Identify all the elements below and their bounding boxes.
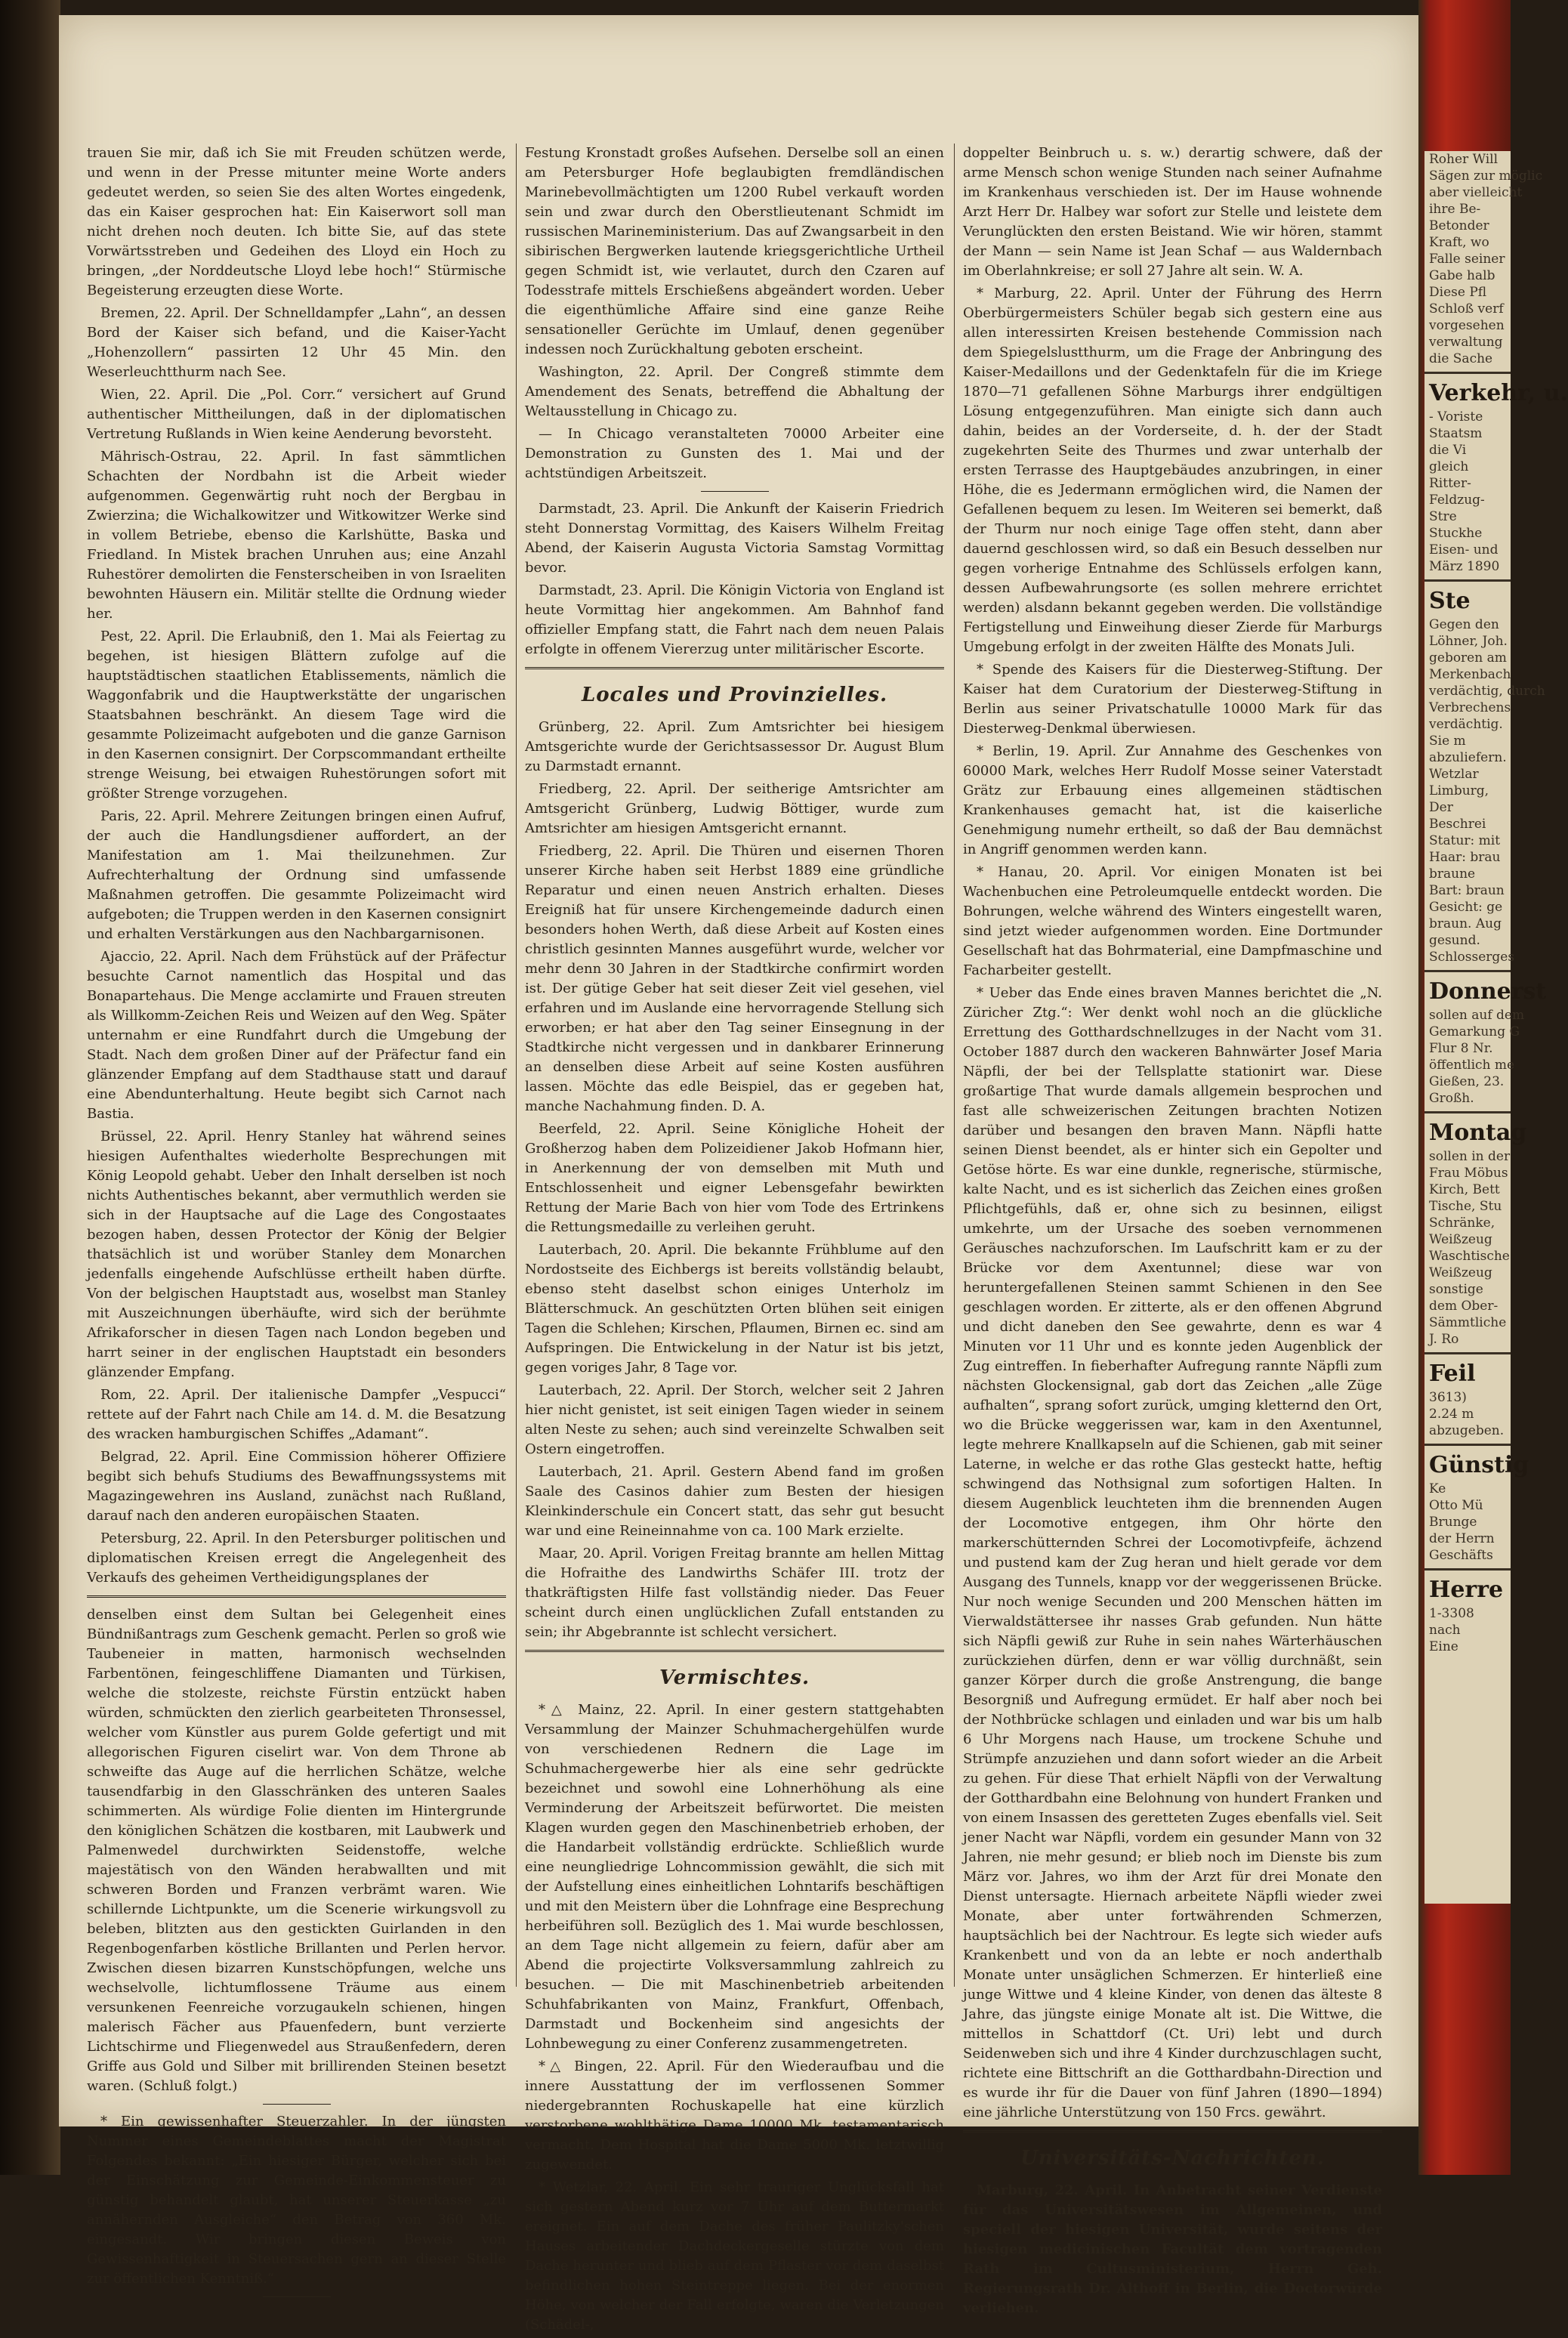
adjacent-page-line: Gabe halb (1429, 268, 1495, 283)
adjacent-page-line: Otto Mü (1429, 1498, 1483, 1513)
local-news-item: Lauterbach, 20. April. Die bekannte Frühblume auf den Nordostseite des Eichbergs ist bereits vollständig belaubt, ebenso steht daselbst schon einiges Unterholz im Blätterschmuck. An geschützten Orten blühen seit einigen Tagen die Schlehen; Kirschen, Pflaumen, Birnen ec. sind am Aufspringen. Die Entwickelung in der Natur ist bis jetzt, gegen voriges Jahr, 8 Tage vor. (525, 1242, 944, 1376)
adjacent-page-line: Eisen- und (1429, 542, 1499, 557)
article-paragraph: Darmstadt, 23. April. Die Königin Victoria von England ist heute Vormittag hier angekommen. Am Bahnhof fand offizieller Empfang statt, die Fahrt nach dem neuen Palais erfolgte in offenem Viererzug unter militärischer Escorte. (525, 582, 944, 657)
adjacent-page-line: Betonder (1429, 218, 1489, 233)
adjacent-page-line: verdächtig, durch (1429, 684, 1545, 699)
article-paragraph: Darmstadt, 23. April. Die Ankunft der Kaiserin Friedrich steht Donnerstag Vormittag, des Kaisers Wilhelm Freitag Abend, der Kaiserin Augusta Victoria Samstag Vormittag bevor. (525, 501, 944, 576)
adjacent-page-line: aber vielleicht (1429, 185, 1523, 200)
adjacent-page-line: Flur 8 Nr. (1429, 1041, 1493, 1056)
article-paragraph: Petersburg, 22. April. In den Petersburger politischen und diplomatischen Kreisen erregt die Angelegenheit des Verkaufs des geheimen Vertheidigungsplanes der (87, 1530, 506, 1586)
section-heading-university: Universitäts-Nachrichten. (1020, 2147, 1325, 2170)
adjacent-page-line: Montag (1429, 1120, 1527, 1146)
adjacent-page-line: Sämmtliche (1429, 1315, 1507, 1330)
adjacent-page-line: Feldzug- (1429, 493, 1485, 508)
adjacent-page-line: verwaltung (1429, 335, 1503, 350)
adjacent-page-line: Stre (1429, 509, 1457, 524)
adjacent-page-line: Weißzeug (1429, 1265, 1492, 1280)
adjacent-page-line: Schlosserges (1429, 950, 1515, 965)
adjacent-page-line: 3613) (1429, 1390, 1467, 1405)
adjacent-page-line: sonstige (1429, 1282, 1483, 1297)
article-paragraph: Paris, 22. April. Mehrere Zeitungen bringen einen Aufruf, der auch die Handlungsdiener auffordert, an der Manifestation am 1. Mai theilzunehmen. Zur Aufrechterhaltung der Ordnung sind umfassende Maßnahmen getroffen. Die gesammte Polizeimacht wird aufgeboten; die Truppen werden in den Kasernen consignirt und erhalten Verstärkungen aus den Nachbargarnisonen. (87, 808, 506, 942)
section-divider (525, 1650, 944, 1652)
adjacent-page-line: Verbrechens (1429, 700, 1511, 715)
adjacent-page-line: Schloß verf (1429, 301, 1504, 317)
adjacent-page-line: Bart: braun (1429, 883, 1505, 898)
adjacent-page-line: Falle seiner (1429, 252, 1505, 267)
adjacent-page-line: verdächtig. (1429, 717, 1503, 732)
adjacent-page-line: Haar: brau (1429, 850, 1501, 865)
column-1 (87, 144, 506, 2305)
short-divider (263, 2104, 331, 2105)
adjacent-page-line: Weißzeug (1429, 1232, 1492, 1247)
adjacent-page-line: Ritter- (1429, 476, 1471, 491)
adjacent-page-line: Gießen, 23. (1429, 1074, 1505, 1089)
adjacent-page-line: 2.24 m (1429, 1407, 1474, 1422)
article-paragraph: — In Chicago veranstalteten 70000 Arbeiter eine Demonstration zu Gunsten des 1. Mai und der achtstündigen Arbeitszeit. (525, 426, 944, 481)
article-paragraph: Pest, 22. April. Die Erlaubniß, den 1. Mai als Feiertag zu begehen, ist hiesigen Blättern zufolge auf die hauptstädtischen staatlichen Etablissements, nämlich die Waggonfabrik und die Hauptwerkstätte der ungarischen Staatsbahnen beschränkt. An diesem Tage wird die gesammte Polizeimacht aufgeboten und die ganze Garnison in den Kasernen consignirt. Der Corpscommandant ertheilte strenge Weisung, bei etwaigen Ruhestörungen sofort mit größter Strenge vorzugehen. (87, 629, 506, 801)
article-paragraph: Ajaccio, 22. April. Nach dem Frühstück auf der Präfectur besuchte Carnot namentlich das Hospital und das Bonapartehaus. Die Menge acclamirte und Frauen streuten als Willkomm-Zeichen Reis und Weizen auf den Weg. Später unternahm er eine Rundfahrt durch die Umgebung der Stadt. Nach dem großen Diner auf der Präfectur fand ein glänzender Empfang auf dem Stadthause statt und darauf eine Abendunterhaltung. Heute begibt sich Carnot nach Bastia. (87, 949, 506, 1122)
section-divider (525, 667, 944, 669)
column-rule-1 (516, 144, 517, 1987)
adjacent-page-line: die Vi (1429, 443, 1467, 458)
adjacent-page-line: Statur: mit (1429, 833, 1501, 848)
short-divider (263, 2296, 331, 2297)
adjacent-page-rule (1424, 579, 1511, 582)
adjacent-page-text (1424, 151, 1568, 1904)
adjacent-page-line: Löhner, Joh. (1429, 634, 1508, 649)
article-paragraph: * Berlin, 19. April. Zur Annahme des Geschenkes von 60000 Mark, welches Herr Rudolf Mosse seiner Vaterstadt Grätz zur Erbauung eines allgemeinen städtischen Krankenhauses gemacht hat, ist die kaiserliche Genehmigung numehr ertheilt, so daß der Bau demnächst in Angriff genommen werden kann. (963, 743, 1382, 857)
article-paragraph: Washington, 22. April. Der Congreß stimmte dem Amendement des Senats, betreffend die Abhaltung der Weltausstellung in Chicago zu. (525, 364, 944, 419)
article-paragraph: Bremen, 22. April. Der Schnelldampfer „Lahn“, an dessen Bord der Kaiser sich befand, und die Kaiser-Yacht „Hohenzollern“ passirten 12 Uhr 45 Min. den Weserleuchtthurm nach See. (87, 305, 506, 380)
adjacent-page-line: Brunge (1429, 1515, 1477, 1530)
feuilleton-divider (87, 1595, 506, 1598)
article-paragraph: Brüssel, 22. April. Henry Stanley hat während seines hiesigen Aufenthaltes wiederholte Besprechungen mit König Leopold gehabt. Ueber den Inhalt derselben ist noch nichts Authentisches bekannt, aber vermuthlich werden sie sich in der Hauptsache auf die Lage des Congostaates bezogen haben, dessen Protector der König der Belgier thatsächlich ist und worüber Stanley dem Monarchen jedenfalls eingehende Aufschlüsse ertheilt haben dürfte. Von der belgischen Hauptstadt aus, woselbst man Stanley mit Auszeichnungen überhäufte, wird sich der berühmte Afrikaforscher in diesen Tagen nach London begeben und harrt seiner in der englischen Hauptstadt ein besonders glänzender Empfang. (87, 1129, 506, 1380)
adjacent-page-line: abzugeben. (1429, 1423, 1505, 1438)
article-paragraph: * Hanau, 20. April. Vor einigen Monaten ist bei Wachenbuchen eine Petroleumquelle entdeckt worden. Die Bohrungen, welche während des Winters eingestellt waren, sind jetzt wieder aufgenommen worden. Eine Dortmunder Gesellschaft hat das Bohrmaterial, eine Dampfmaschine und Facharbeiter gestellt. (963, 864, 1382, 978)
adjacent-page-line: Beschrei (1429, 817, 1486, 832)
adjacent-page-line: Gemarkung G (1429, 1024, 1520, 1039)
article-paragraph: * Marburg, 22. April. Unter der Führung des Herrn Oberbürgermeisters Schüler begab sich gestern eine aus allen interessirten Kreisen bestehende Commission nach dem Spiegelslustthurm, um die Frage der Anbringung des Kaiser-Medaillons und der Gedenktafeln für die im Kriege 1870—71 gefallenen Söhne Marburgs ihrer endgültigen Lösung entgegenzuführen. Man einigte sich dann auch dahin, beides an der Vorderseite, d. h. der der Stadt zugekehrten Seite des Thurmes und zwar unterhalb der ersten Terrasse des Hauptgebäudes anzubringen, in einer Höhe, die es Jedermann ermöglichen wird, die Namen der Gefallenen bequem zu lesen. Im Weiteren sei bemerkt, daß der Thurm nur noch einige Tage offen steht, dann aber dauernd geschlossen wird, so daß ein Besuch desselben nur gegen vorherige Entnahme des Schlüssels erfolgen kann, dessen Aufbewahrungsorte (es sollen mehrere errichtet werden) alsdann bekannt gegeben werden. Die vollständige Fertigstellung und Einweihung dieser Zierde für Marburgs Umgebung erfolgt in der zweiten Hälfte des Monats Juli. (963, 286, 1382, 655)
local-news-item: Lauterbach, 21. April. Gestern Abend fand im großen Saale des Casinos dahier zum Besten der hiesigen Kleinkinderschule ein Concert statt, das sehr gut besucht war und eine Reineinnahme von ca. 100 Mark erzielte. (525, 1464, 944, 1539)
column-rule-2 (954, 144, 955, 1987)
adjacent-page-line: vorgesehen (1429, 318, 1505, 333)
adjacent-page-line: Wetzlar (1429, 767, 1479, 782)
article-paragraph: Wien, 22. April. Die „Pol. Corr.“ versichert auf Grund authentischer Mittheilungen, daß in der diplomatischen Vertretung Rußlands in Wien keine Aenderung bevorsteht. (87, 387, 506, 442)
feuilleton-paragraph: denselben einst dem Sultan bei Gelegenheit eines Bündnißantrags zum Geschenk gemacht. Perlen so groß wie Taubeneier in matten, harmonisch wechselnden Farbentönen, feingeschliffene Diamanten und Türkisen, welche die stolzeste, reichste Fürstin entzückt haben würden, schmückten den zierlich gearbeiteten Thronsessel, welcher vom Künstler aus purem Golde gefertigt und mit allegorischen Figuren ciselirt war. Von dem Throne ab schweifte das Auge auf die herrlichen Schätze, welche tausendfarbig in den Glasschränken des unteren Saales schimmerten. Als würdige Folie dienten im Hintergrunde den königlichen Schätzen die kostbaren, mit Laubwerk und Palmenwedel durchwirkten Seidenstoffe, welche majestätisch von den Wänden herabwallten und mit schweren Borden und Franzen verbrämt waren. Wie schillernde Lichtpunkte, um die Scenerie wirkungsvoll zu beleben, blitzten aus den gestickten Guirlanden in den Regenbogenfarben köstliche Brillanten und Perlen hervor. Zwischen diesen bizarren Kunstschöpfungen, welche uns wechselvolle, lichtumflossene Träume aus einem versunkenen Feenreiche vorzugaukeln schienen, hingen malerisch Fächer aus Pfauenfedern, bunt verzierte Lichtschirme und Fliegenwedel aus Straußenfedern, deren Griffe aus Gold und Silber mit brillirenden Steinen besetzt waren. (Schluß folgt.) (87, 1607, 506, 2094)
adjacent-page-line: Limburg, (1429, 783, 1489, 798)
adjacent-page-line: braune (1429, 866, 1476, 882)
article-paragraph: trauen Sie mir, daß ich Sie mit Freuden schützen werde, und wenn in der Presse mitunter meine Worte anders gedeutet werden, so seien Sie des alten Wortes eingedenk, das ein Kaiser gesprochen hat: Ein Kaiserwort soll man nicht drehen noch deuten. Ich bitte Sie, auf das stete Vorwärtsstreben und Gedeihen des Lloyd ein Hoch zu bringen, „der Norddeutsche Lloyd lebe hoch!“ Stürmische Begeisterung erzeugten diese Worte. (87, 145, 506, 298)
adjacent-page-line: ihre Be- (1429, 202, 1481, 217)
adjacent-page-line: nach (1429, 1623, 1461, 1638)
adjacent-page-line: Geschäfts (1429, 1548, 1493, 1563)
adjacent-page-line: Staatsm (1429, 426, 1483, 441)
adjacent-page-line: sollen auf dem (1429, 1008, 1525, 1023)
adjacent-page-rule (1424, 1352, 1511, 1354)
adjacent-page-line: Kirch, Bett (1429, 1182, 1500, 1197)
adjacent-page-line: März 1890 (1429, 559, 1500, 574)
adjacent-page-line: Frau Möbus (1429, 1166, 1508, 1181)
adjacent-page-rule (1424, 1444, 1511, 1446)
adjacent-page-line: Ke (1429, 1481, 1446, 1496)
adjacent-page-line: Gegen den (1429, 617, 1499, 632)
university-news-item: Marburg, 22. April. In Anbetracht seiner Verdienste für das Universitätswesen im Allgemeinen, und speciell der hiesigen Universität, wurde seitens der hiesigen medicinischen Facultät dem vortragenden Rath im Cultusministerium, Herrn Geh. Regierungsrath Dr. Althoff in Berlin, die Doctorwürde verliehen. (963, 2182, 1382, 2316)
adjacent-page-line: braun. Aug (1429, 916, 1502, 931)
adjacent-page-line: Schränke, (1429, 1215, 1495, 1231)
section-divider (963, 2130, 1382, 2133)
local-news-item: Friedberg, 22. April. Die Thüren und eisernen Thoren unserer Kirche haben seit Herbst 1889 eine gründliche Reparatur und einen neuen Anstrich erhalten. Dieses Ereigniß hat für unsere Kirchengemeinde dadurch einen besonders hohen Werth, daß diese Arbeit auf Kosten eines christlich gesinnten Mannes ausgeführt wurde, welcher vor mehr denn 30 Jahren in der Stadtkirche confirmirt worden ist. Der gütige Geber hat seit dieser Zeit viel gesehen, viel erfahren und im Auslande eine hervorragende Stellung sich erworben; er hat aber den Tag seiner Einsegnung in der Stadtkirche nicht vergessen und in dankbarer Erinnerung an denselben diese Arbeit auf seine Kosten ausführen lassen. Möchte das edle Beispiel, das er gegeben hat, manche Nachahmung finden. D. A. (525, 843, 944, 1114)
article-paragraph: Rom, 22. April. Der italienische Dampfer „Vespucci“ rettete auf der Fahrt nach Chile am 14. d. M. die Besatzung des wracken hamburgischen Schiffes „Adamant“. (87, 1387, 506, 1442)
adjacent-page-line: geboren am (1429, 650, 1507, 666)
article-paragraph: Festung Kronstadt großes Aufsehen. Derselbe soll an einen am Petersburger Hofe beglaubigten fremdländischen Marinebevollmächtigten um 1200 Rubel verkauft worden sein und zwar durch den Oberstlieutenant Schmidt im russischen Marineministerium. Das auf Zwangsarbeit in den sibirischen Bergwerken lautende kriegsgerichtliche Urtheil gegen Schmidt ist, wie verlautet, durch den Czaren auf Todesstrafe mittels Erschießens abgeändert worden. Ueber die eigenthümliche Affaire sind eine ganze Reihe sensationeller Gerüchte im Umlauf, denen gegenüber indessen noch Zurückhaltung geboten erscheint. (525, 145, 944, 357)
adjacent-page-line: Ste (1429, 588, 1471, 614)
adjacent-page-line: Günstig (1429, 1452, 1529, 1478)
adjacent-page-line: - Voriste (1429, 409, 1483, 425)
adjacent-page-line: Großh. (1429, 1091, 1474, 1106)
adjacent-page-rule (1424, 970, 1511, 972)
adjacent-page-line: Diese Pfl (1429, 285, 1487, 300)
adjacent-page-line: sollen in der (1429, 1149, 1511, 1164)
local-news-item: Lauterbach, 22. April. Der Storch, welcher seit 2 Jahren hier nicht genistet, ist seit einigen Tagen wieder in seinem alten Neste zu sehen; auch sind vereinzelte Schwalben seit Ostern eingetroffen. (525, 1382, 944, 1457)
short-divider (701, 491, 769, 492)
adjacent-page-line: Sägen zur möglic (1429, 168, 1543, 184)
adjacent-page-line: Herre (1429, 1577, 1504, 1603)
adjacent-page-line: gesund. (1429, 933, 1480, 948)
adjacent-page-line: Merkenbach (1429, 667, 1511, 682)
local-news-item: Grünberg, 22. April. Zum Amtsrichter bei hiesigem Amtsgerichte wurde der Gerichtsassessor Dr. August Blum zu Darmstadt ernannt. (525, 719, 944, 774)
adjacent-page-line: Gesicht: ge (1429, 900, 1503, 915)
adjacent-page-line: der Herrn (1429, 1531, 1495, 1546)
adjacent-page-line: J. Ro (1429, 1332, 1459, 1347)
article-paragraph: * Spende des Kaisers für die Diesterweg-Stiftung. Der Kaiser hat dem Curatorium der Diesterweg-Stiftung in Berlin aus seiner Privatschatulle 10000 Mark für das Diesterweg-Denkmal überwiesen. (963, 662, 1382, 737)
adjacent-page-rule (1424, 372, 1511, 374)
adjacent-page-line: öffentlich me (1429, 1058, 1515, 1073)
adjacent-page-rule (1424, 1111, 1511, 1113)
adjacent-page-line: Tische, Stu (1429, 1199, 1502, 1214)
adjacent-page-line: gleich (1429, 459, 1469, 474)
adjacent-page-line: Eine (1429, 1639, 1458, 1654)
adjacent-page-line: 1-3308 (1429, 1606, 1474, 1621)
article-paragraph: Mährisch-Ostrau, 22. April. In fast sämmtlichen Schachten der Nordbahn ist die Arbeit wieder aufgenommen. Gegenwärtig ruht noch der Bergbau in Zwierzina; die Wichalkowitzer und Witkowitzer Werke sind in vollem Betriebe, ebenso die Karlshütte, Baska und Friedland. In Mistek brachen Unruhen aus; eine Anzahl Ruhestörer demolirten die Fensterscheiben in von Israeliten bewohnten Häusern ein. Militär stellte die Ordnung wieder her. (87, 449, 506, 622)
adjacent-page-line: die Sache (1429, 351, 1493, 366)
article-paragraph: doppelter Beinbruch u. s. w.) derartig schwere, daß der arme Mensch schon wenige Stunden nach seiner Aufnahme im Krankenhaus verschieden ist. Der im Hause wohnende Arzt Herr Dr. Halbey war sofort zur Stelle und leistete dem Verunglückten den ersten Beistand. Wie wir hören, stammt der Mann — sein Name ist Jean Schaf — aus Waldernbach im Oberlahnkreise; er soll 27 Jahre alt sein. W. A. (963, 145, 1382, 279)
local-news-item: Friedberg, 22. April. Der seitherige Amtsrichter am Amtsgericht Grünberg, Ludwig Böttiger, wurde zum Amtsrichter am hiesigen Amtsgericht ernannt. (525, 781, 944, 836)
adjacent-page-line: dem Ober- (1429, 1299, 1499, 1314)
adjacent-page-line: Kraft, wo (1429, 235, 1489, 250)
misc-news-item: * Wetzlar, 22. April. Ein sehr trauriger Unglücksfall hat sich gestern Abend kurz vor 7 Uhr auf dem Buttermarkt ereignet. Ein auf dem Dache des früher Paulitzky'schen Hauses arbeitender Dachdeckergeselle stürzte von dem Dache herunter und blieb auf dem Pflaster vor dem daselbst befindlichen hohen Steintreppe liegen. Bei der enormen Höhe, von welcher der Fall erfolgte, waren die Verletzungen (Schädel-, (525, 2179, 944, 2333)
local-news-item: Beerfeld, 22. April. Seine Königliche Hoheit der Großherzog haben dem Polizeidiener Jakob Hofmann hier, in Anerkennung der von demselben mit Muth und Entschlossenheit und eigner Lebensgefahr bewirkten Rettung der Marie Bach von hier vom Tode des Ertrinkens die Rettungsmedaille zu verleihen geruht. (525, 1121, 944, 1235)
adjacent-page-rule (1424, 1568, 1511, 1571)
article-paragraph: * Ueber das Ende eines braven Mannes berichtet die „N. Züricher Ztg.“: Wer denkt wohl noch an die glückliche Errettung des Gotthardschnellzuges in der Nacht vom 31. October 1887 durch den wackeren Bahnwärter Josef Maria Näpfli, der bei der Tellsplatte stationirt war. Diese großartige That wurde damals allgemein besprochen und fast alle schweizerischen Zeitungen brachten Notizen darüber und besangen den braven Mann. Näpfli hatte seinen Dienst beendet, als er hinter sich ein Gepolter und Getöse hörte. Es war eine dunkle, regnerische, stürmische, kalte Nacht, und es ist sicherlich das Zeichen eines großen Pflichtgefühls, daß er, ohne sich zu besinnen, eiligst umkehrte, um der Ursache des soeben vernommenen Geräusches nachzuforschen. Im Laufschritt kam er zu der Brücke vor dem Axentunnel; diese war von heruntergefallenen Steinen sammt Schienen in den See geschlagen worden. Er zitterte, als er den offenen Abgrund und dicht daneben den See gewahrte, denn es war 4 Minuten vor 11 Uhr und es konnte jeden Augenblick der Zug eintreffen. In fieberhafter Aufregung rannte Näpfli zum nächsten Glockensignal, gab dort das Zeichen „alle Züge aufhalten“, sprang sofort zurück, umging kletternd den Ort, wo die Brücke weggerissen war, kam in den Axentunnel, legte mehrere Knallkapseln auf die Schienen, gab mit seiner Laterne, in welche er das rothe Glas gesteckt hatte, heftig schwingend das Nothsignal zum sofortigen Halten. In diesem Augenblick leuchteten ihm die brennenden Augen der Locomotive entgegen, ihm Ohr hörte den markerschütternden Schrei der Locomotivpfeife, ächzend und pustend kam der Zug heran und hielt gerade vor dem Ausgang des Tunnels, knapp vor der weggerissenen Brücke. Nur noch wenige Secunden und 200 Menschen hätten im Vierwaldstättersee ihr nasses Grab gefunden. Nun hätte sich Näpfli gewiß zur Ruhe in sein nahes Wärterhäuschen zurückziehen dürfen, denn er war völlig durchnäßt, sein ganzer Körper durch die große Anstrengung, die bange Besorgniß und Aufregung ermüdet. Er half aber noch bei der Nothbrücke schlagen und einladen und war bis um halb 6 Uhr Morgens nach Hause, um trockene Schuhe und Strümpfe anzuziehen und dann sofort wieder an die Arbeit zu gehen. Für diese That erhielt Näpfli von der Verwaltung der Gotthardbahn eine Belohnung von hundert Franken und von einem Insassen des geretteten Zuges ebenfalls viel. Seit jener Nacht war Näpfli, vordem ein gesunder Mann von 32 Jahren, nie mehr gesund; er blieb noch im Dienste bis zum März vor. Jahres, wo ihm der Arzt für drei Monate den Dienst untersagte. Hiernach arbeitete Näpfli wieder zwei Monate, aber unter fortwährenden Schmerzen, hauptsächlich bei der Nachtrour. Es legte sich wieder aufs Krankenbett und von da an lebte er noch anderthalb Monate unter unsäglichen Schmerzen. Er hinterließ eine junge Wittwe und 4 kleine Kinder, von denen das älteste 8 Jahre, das jüngste einige Monate alt ist. Die Wittwe, die mittellos in Schattdorf (Ct. Uri) lebt und durch Seidenweben sich und ihre 4 Kinder durchzuschlagen sucht, richtete eine Bittschrift an die Gotthardbahn-Direction und es wurde ihr für die Dauer von fünf Jahren (1890—1894) eine jährliche Unterstützung von 150 Frcs. gewährt. (963, 985, 1382, 2120)
article-paragraph: Belgrad, 22. April. Eine Commission höherer Offiziere begibt sich behufs Studiums des Bewaffnungssystems mit Magazingewehren ins Ausland, zunächst nach Rußland, darauf nach den anderen europäischen Staaten. (87, 1449, 506, 1524)
adjacent-page-line: Donnerst (1429, 978, 1547, 1005)
adjacent-page-line: Verkehr, u. (1429, 380, 1568, 406)
column-2 (525, 144, 944, 2338)
misc-news-item: *△ Mainz, 22. April. In einer gestern stattgehabten Versammlung der Mainzer Schuhmachergehülfen wurde von verschiedenen Rednern die Lage im Schuhmachergewerbe hier als eine sehr gedrückte bezeichnet und sowohl eine Lohnerhöhung als eine Verminderung der Arbeitszeit befürwortet. Die meisten Klagen wurden gegen den Maschinenbetrieb erhoben, der die Handarbeit vollständig erdrückte. Schließlich wurde eine neungliedrige Lohncommission gewählt, die sich mit der Aufstellung eines einheitlichen Lohntarifs beschäftigen und mit den Meistern über die Lohnfrage eine Besprechung herbeiführen soll. Bezüglich des 1. Mai wurde beschlossen, an dem Tage nicht allgemein zu feiern, dafür aber am Abend die projectirte Volksversammlung zahlreich zu besuchen. — Die mit Maschinenbetrieb arbeitenden Schuhfabrikanten von Mainz, Frankfurt, Offenbach, Darmstadt und Bockenheim sind angesichts der Lohnbewegung zu einer Conferenz zusammengetreten. (525, 1702, 944, 2052)
adjacent-page-line: Roher Will (1429, 152, 1499, 167)
adjacent-page-line: Feil (1429, 1360, 1476, 1387)
adjacent-page-line: Stuckhe (1429, 526, 1483, 541)
local-news-item: Maar, 20. April. Vorigen Freitag brannte am hellen Mittag die Hofraithe des Landwirths Schäfer III. trotz der thatkräftigsten Hilfe fast vollständig nieder. Das Feuer scheint durch einen unglücklichen Zufall entstanden zu sein; ihr Abgebrannte ist schlecht versichert. (525, 1546, 944, 1640)
adjacent-page-line: Der (1429, 800, 1453, 815)
misc-news-item: *△ Bingen, 22. April. Für den Wiederaufbau und die innere Ausstattung der im verflossenen Sommer niedergebrannten Rochuskapelle hat eine kürzlich verstorbene wohlthätige Dame 10000 Mk. testamentarisch vermacht. Dem Hospital hat die Dame 5000 Mk. letztwillig zugewendet. (525, 2058, 944, 2173)
section-heading-vermischtes: Vermischtes. (659, 1666, 810, 1689)
adjacent-page-line: Waschtische (1429, 1249, 1510, 1264)
column-3 (963, 144, 1382, 2321)
adjacent-page-line: abzuliefern. (1429, 750, 1507, 765)
adjacent-page-line: Sie m (1429, 734, 1466, 749)
feuilleton-paragraph: * Ein gewissenhafter Steuerzahler. In der jüngsten Nummer eines Gemeindeblattes macht der Magistrat Folgendes bekannt: „Ein hiesiger Bürger, welcher sich bei der Einschätzung zur Gemeinde-Einkommensteuer zu günstig behandelt glaubt, hat unserer Steuerkasse „zu annähernden Ausgleiche“ den Betrag von 360 Mk. eingesandt. Wir bringen diesen Beweis von Gewissenhaftigkeit in Steuersachen gern an dieser Stelle zur öffentlichen Kenntniß.“ (87, 2114, 506, 2287)
section-heading-locales: Locales und Provinzielles. (581, 684, 888, 706)
scan-left-edge (0, 0, 60, 2175)
